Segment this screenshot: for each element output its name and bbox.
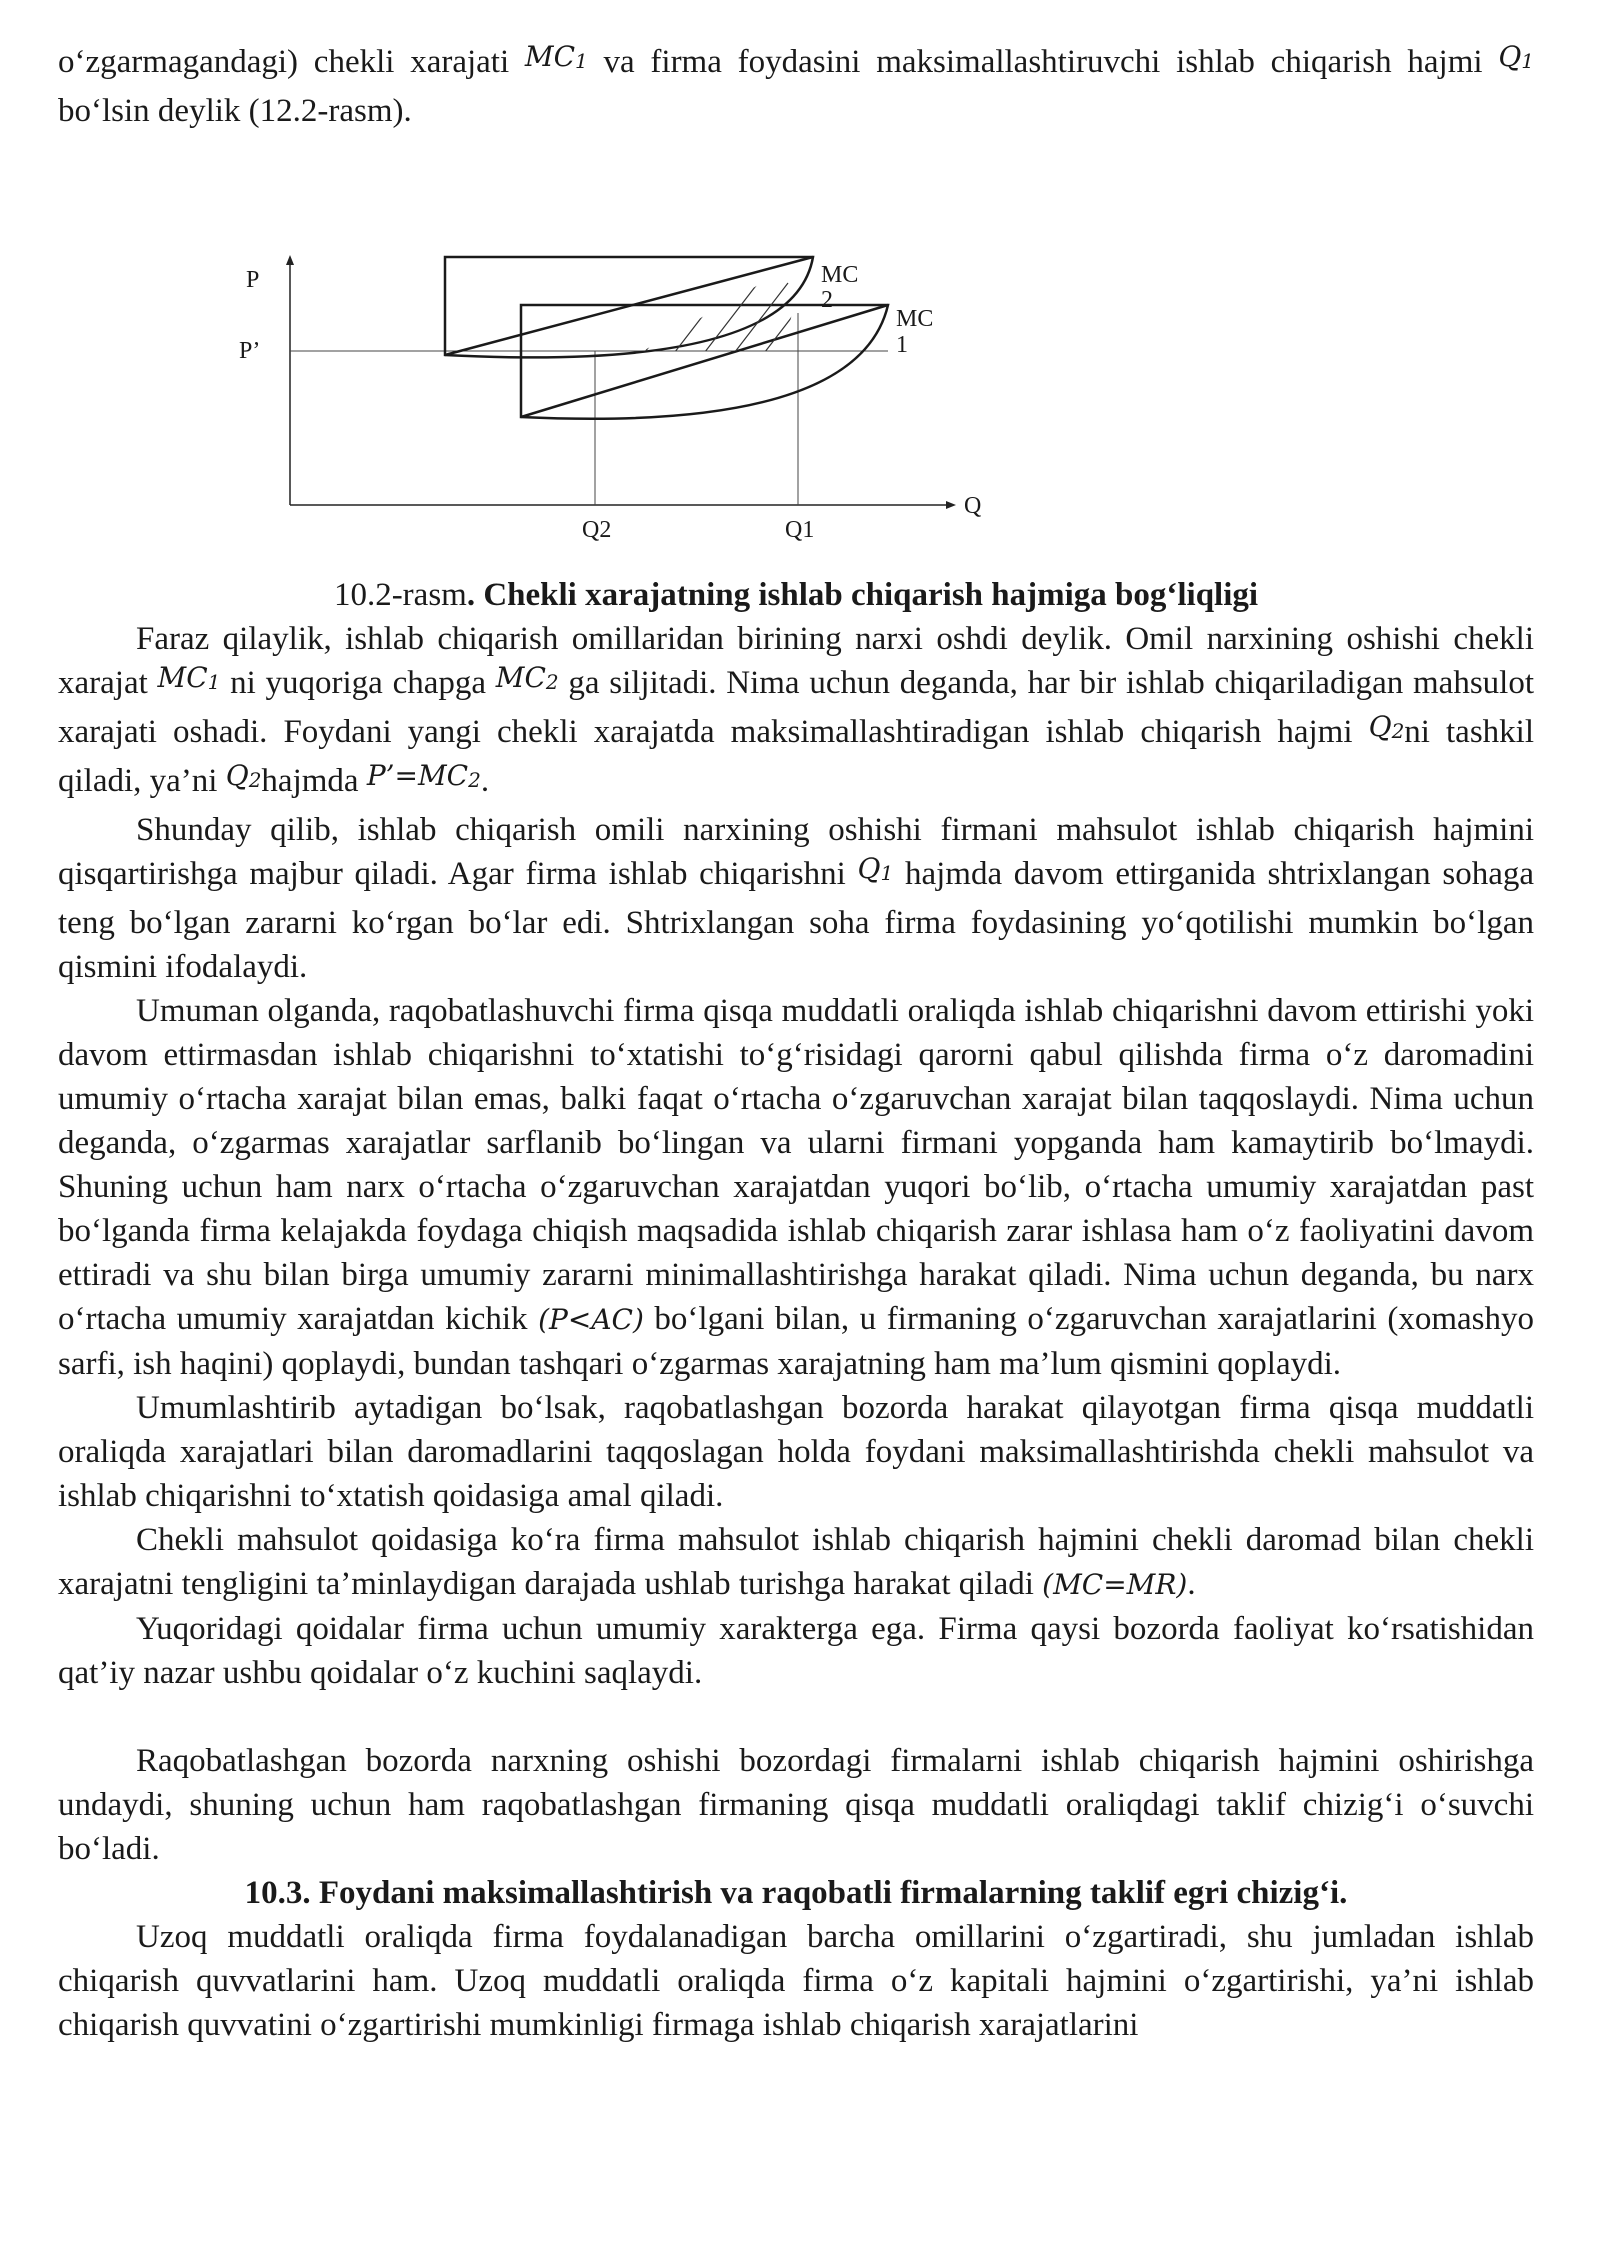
math-q2: Q2 (1368, 710, 1405, 743)
mc2-label: MC (821, 262, 859, 288)
paragraph-3: Shunday qilib, ishlab chiqarish omili narxining oshishi firmani mahsulot ishlab chiqarish hajmini qisqartirishga majbur qiladi. Agar firma ishlab chiqarishni Q1 hajmda davom ettirganida shtrixlangan sohaga teng bo‘lgan zararni ko‘rgan bo‘lar edi. Shtrixlangan soha firma foydasining yo‘qotilishi mumkin bo‘lgan qismini ifodalaydi. (58, 812, 1535, 985)
math-q2: Q2 (225, 759, 262, 792)
math-q1: Q1 (1498, 40, 1535, 73)
mc2-label-sub: 2 (821, 287, 833, 313)
math-p-equals-mc2: P’=MC2 (366, 759, 481, 792)
price-label: P’ (239, 338, 261, 364)
math-mc1: MC1 (157, 661, 221, 694)
paragraph-4: Umuman olganda, raqobatlashuvchi firma qisqa muddatli oraliqda ishlab chiqarishni davom ettirishi yoki davom ettirmasdan ishlab chiqarishni to‘xtatishi to‘g‘risidagi qarorni qabul qilishda firma o‘z daromadini umumiy o‘rtacha xarajat bilan emas, balki faqat o‘rtacha o‘zgaruvchan xarajat bilan taqqoslaydi. Nima uchun deganda, o‘zgarmas xarajatlar sarflanib bo‘lingan va ularni firmani yopganda ham kamaytirib bo‘lmaydi. Shuning uchun ham narx o‘rtacha o‘zgaruvchan xarajatdan yuqori bo‘lib, o‘rtacha umumiy xarajatdan past bo‘lganda firma kelajakda foydaga chiqish maqsadida ishlab chiqarish zarar ishlasa ham o‘z faoliyatini davom ettiradi va shu bilan birga umumiy zararni minimallashtirishga harakat qiladi. Nima uchun deganda, bu narx o‘rtacha umumiy xarajatdan kichik (P<AC) bo‘lgani bilan, u firmaning o‘zgaruvchan xarajatlarini (xomashyo sarfi, ish haqini) qoplaydi, bundan tashqari o‘zgarmas xarajatning ham ma’lum qismini qoplaydi. (58, 993, 1535, 1382)
paragraph-8: Raqobatlashgan bozorda narxning oshishi bozordagi firmalarni ishlab chiqarish hajmini oshirishga undaydi, shuning uchun ham raqobatlashgan firmaning qisqa muddatli oraliqdagi taklif chizig‘i o‘suvchi bo‘ladi. (58, 1743, 1534, 1867)
y-axis-arrow-icon (286, 255, 294, 265)
paragraph-5: Umumlashtirib aytadigan bo‘lsak, raqobatlashgan bozorda harakat qilayotgan firma qisqa muddatli oraliqda xarajatlari bilan daromadlarini taqqoslagan holda foydani maksimallashtirishda chekli mahsulot va ishlab chiqarishni to‘xtatish qoidasiga amal qiladi. (58, 1390, 1534, 1514)
math-mc2: MC2 (495, 661, 559, 694)
x-axis-label: Q (964, 493, 982, 519)
math-mc-equals-mr: (MC=MR) (1042, 1568, 1188, 1601)
spacer (58, 1695, 1534, 1739)
section-heading: 10.3. Foydani maksimallashtirish va raqobatli firmalarning taklif egri chizig‘i. (244, 1875, 1348, 1911)
q1-label: Q1 (785, 517, 815, 543)
paragraph-7: Yuqoridagi qoidalar firma uchun umumiy xarakterga ega. Firma qaysi bozorda faoliyat ko‘rsatishidan qat’iy nazar ushbu qoidalar o‘z kuchini saqlaydi. (58, 1611, 1534, 1691)
math-p-less-ac: (P<AC) (538, 1303, 644, 1336)
figure-drawing (58, 133, 1534, 573)
mc1-diagonal (521, 305, 888, 417)
figure-mc-shift (58, 133, 1534, 573)
x-axis-arrow-icon (946, 501, 956, 509)
figure-caption: 10.2-rasm. Chekli xarajatning ishlab chiqarish hajmiga bog‘liqligi (333, 577, 1259, 613)
paragraph-2: Faraz qilaylik, ishlab chiqarish omillaridan birining narxi oshdi deylik. Omil narxining oshishi chekli xarajat MC1 ni yuqoriga chapga MC2 ga siljitadi. Nima uchun deganda, har bir ishlab chiqariladigan mahsulot xarajati oshadi. Foydani yangi chekli xarajatda maksimallashtiradigan ishlab chiqarish hajmi Q2ni tashkil qiladi, ya’ni Q2hajmda P’=MC2. (58, 621, 1535, 799)
paragraph-6: Chekli mahsulot qoidasiga ko‘ra firma mahsulot ishlab chiqarish hajmini chekli daromad bilan chekli xarajatni tengligini ta’minlaydigan darajada ushlab turishga harakat qiladi (MC=MR). (58, 1522, 1534, 1602)
paragraph-9: Uzoq muddatli oraliqda firma foydalanadigan barcha omillarini o‘zgartiradi, shu jumladan ishlab chiqarish quvvatlarini ham. Uzoq muddatli oraliqda firma o‘z kapitali hajmini o‘zgartirishi, ya’ni ishlab chiqarish quvvatini o‘zgartirishi mumkinligi firmaga ishlab chiqarish xarajatlarini (58, 1919, 1534, 2043)
mc1-label-sub: 1 (896, 332, 908, 358)
math-q1: Q1 (857, 852, 894, 885)
document-page (58, 40, 1534, 2047)
q2-label: Q2 (582, 517, 612, 543)
mc1-label: MC (896, 306, 934, 332)
y-axis-label: P (246, 267, 260, 293)
paragraph-1: o‘zgarmagandagi) chekli xarajati MC1 va firma foydasini maksimallashtiruvchi ishlab chiqarish hajmi Q1 bo‘lsin deylik (12.2-rasm). (58, 40, 1535, 129)
math-mc1: MC1 (524, 40, 588, 73)
